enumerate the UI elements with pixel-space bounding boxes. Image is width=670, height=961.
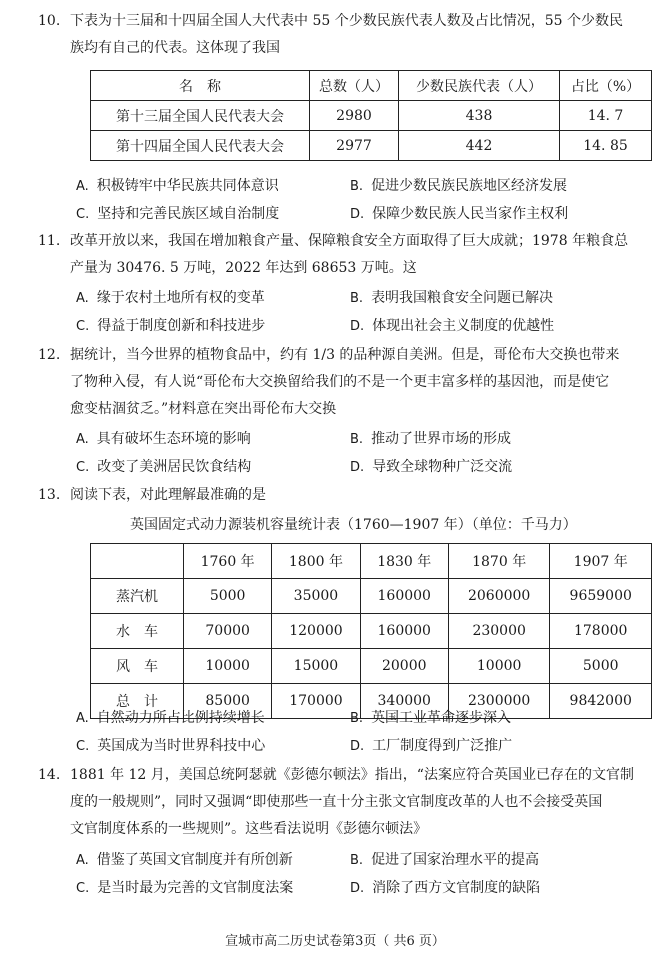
options-q12 [38,425,658,481]
option-b[interactable]: B. 促进了国家治理水平的提高 [350,852,540,868]
table-row [91,579,652,614]
option-b[interactable]: B. 推动了世界市场的形成 [350,431,512,447]
question-text: 据统计，当今世界的植物食品中，约有 1/3 的品种源自美洲。但是，哥伦布大交换也带来 [70,347,620,363]
question-14 [38,762,658,843]
question-number: 13. [38,487,61,503]
table-cell: 5000 [184,579,272,614]
option-a[interactable]: A. 借鉴了英国文官制度并有所创新 [76,852,293,868]
page-footer: 宣城市高二历史试卷第3页（ 共6 页） [225,934,445,949]
table-header-cell: 1800 年 [272,544,360,579]
option-a[interactable]: A. 自然动力所占比例持续增长 [76,710,265,726]
table-cell: 160000 [360,614,448,649]
options-q14 [38,846,658,902]
table-cell: 第十四届全国人民代表大会 [91,131,310,161]
table-cell: 85000 [184,684,272,719]
table-cell: 2980 [310,101,399,131]
table-cell: 340000 [360,684,448,719]
table-row [91,101,652,131]
table-cell: 9659000 [550,579,652,614]
table-cell: 230000 [448,614,550,649]
question-number: 14. [38,767,61,783]
table-cell: 水 车 [91,614,184,649]
option-d[interactable]: D. 保障少数民族人民当家作主权利 [350,206,569,222]
table-cell: 2300000 [448,684,550,719]
options-q11 [38,284,658,340]
option-c[interactable]: C. 是当时最为完善的文官制度法案 [76,880,294,896]
option-c[interactable]: C. 得益于制度创新和科技进步 [76,318,266,334]
table-row [91,649,652,684]
table-cell: 14. 85 [560,131,652,161]
table-row [91,614,652,649]
question-text: 文官制度体系的一些规则”。这些看法说明《彭德尔顿法》 [70,821,428,837]
question-number: 11. [38,233,61,249]
table-header-cell: 1870 年 [448,544,550,579]
question-13 [38,482,658,509]
options-q13 [38,704,658,760]
table-cell: 160000 [360,579,448,614]
question-text: 下表为十三届和十四届全国人大代表中 55 个少数民族代表人数及占比情况，55 个少数民 [70,13,623,29]
option-a[interactable]: A. 具有破坏生态环境的影响 [76,431,251,447]
power-capacity-table [90,543,652,719]
question-text: 1881 年 12 月，美国总统阿瑟就《彭德尔顿法》指出，“法案应符合英国业已存在的文官制 [70,767,634,783]
table-cell: 9842000 [550,684,652,719]
table-header-row [91,71,652,101]
option-c[interactable]: C. 改变了美洲居民饮食结构 [76,459,252,475]
question-text: 了物种入侵，有人说“哥伦布大交换留给我们的不是一个更丰富多样的基因池，而是使它 [70,374,610,390]
table-cell: 120000 [272,614,360,649]
option-d[interactable]: D. 体现出社会主义制度的优越性 [350,318,555,334]
option-d[interactable]: D. 导致全球物种广泛交流 [350,459,513,475]
table-cell: 10000 [448,649,550,684]
question-text: 阅读下表，对此理解最准确的是 [70,487,266,503]
table-cell: 10000 [184,649,272,684]
option-c[interactable]: C. 英国成为当时世界科技中心 [76,738,266,754]
table-header-cell: 占比（%） [560,71,652,101]
table-cell: 35000 [272,579,360,614]
table-header-cell: 1907 年 [550,544,652,579]
question-text: 产量为 30476. 5 万吨，2022 年达到 68653 万吨。这 [70,260,417,276]
table-cell: 2060000 [448,579,550,614]
option-a[interactable]: A. 积极铸牢中华民族共同体意识 [76,178,279,194]
table-header-cell: 1760 年 [184,544,272,579]
table-cell: 14. 7 [560,101,652,131]
question-12 [38,342,658,423]
table-header-cell: 1830 年 [360,544,448,579]
table-header-cell: 总数（人） [310,71,399,101]
option-b[interactable]: B. 促进少数民族民族地区经济发展 [350,178,568,194]
table-row [91,131,652,161]
option-b[interactable]: B. 表明我国粮食安全问题已解决 [350,290,554,306]
option-a[interactable]: A. 缘于农村土地所有权的变革 [76,290,265,306]
table-cell: 178000 [550,614,652,649]
table-cell: 5000 [550,649,652,684]
table-cell: 风 车 [91,649,184,684]
table-cell: 20000 [360,649,448,684]
table-header-row [91,544,652,579]
option-d[interactable]: D. 工厂制度得到广泛推广 [350,738,513,754]
table-header-cell: 少数民族代表（人） [399,71,560,101]
table-caption: 英国固定式动力源装机容量统计表（1760—1907 年）（单位：千马力） [130,517,577,533]
question-11 [38,228,658,282]
question-10 [38,8,658,62]
representatives-table [90,70,652,161]
question-text: 族均有自己的代表。这体现了我国 [70,40,280,56]
question-text: 改革开放以来，我国在增加粮食产量、保障粮食安全方面取得了巨大成就；1978 年粮食总 [70,233,629,249]
table-cell: 总 计 [91,684,184,719]
table-header-cell [91,544,184,579]
options-q10 [38,172,658,228]
option-d[interactable]: D. 消除了西方文官制度的缺陷 [350,880,541,896]
table-cell: 第十三届全国人民代表大会 [91,101,310,131]
table-header-cell: 名 称 [91,71,310,101]
table-cell: 蒸汽机 [91,579,184,614]
option-c[interactable]: C. 坚持和完善民族区域自治制度 [76,206,280,222]
question-number: 10. [38,13,61,29]
table-cell: 15000 [272,649,360,684]
table-cell: 70000 [184,614,272,649]
question-text: 愈变枯涸贫乏。”材料意在突出哥伦布大交换 [70,401,337,417]
question-text: 度的一般规则”，同时又强调“即使那些一直十分主张文官制度改革的人也不会接受英国 [70,794,603,810]
table-cell: 438 [399,101,560,131]
table-cell: 442 [399,131,560,161]
table-cell: 2977 [310,131,399,161]
question-number: 12. [38,347,61,363]
table-cell: 170000 [272,684,360,719]
option-b[interactable]: B. 英国工业革命逐步深入 [350,710,512,726]
